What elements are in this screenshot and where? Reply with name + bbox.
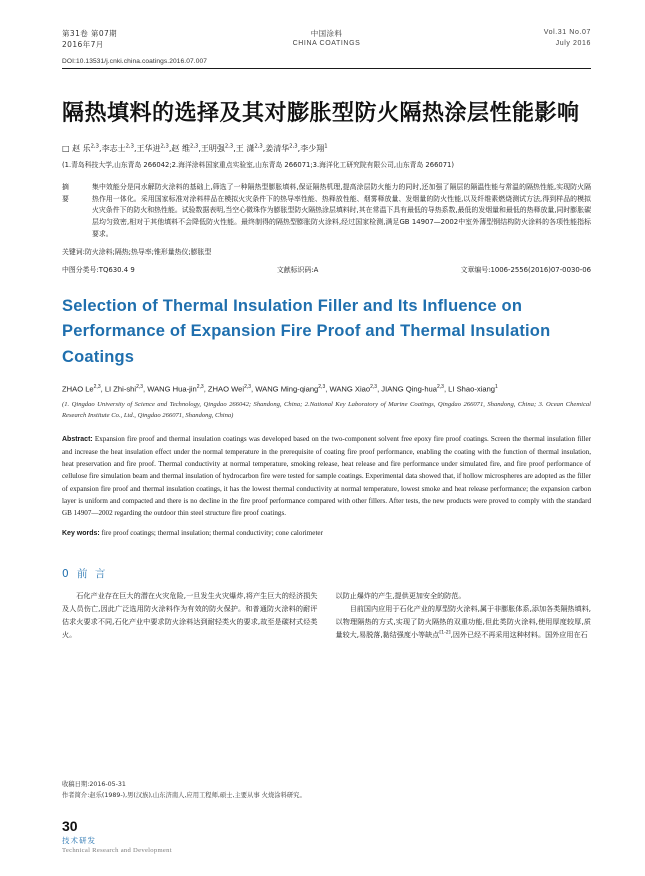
- doi-line: DOI:10.13531/j.cnki.china.coatings.2016.07.007: [62, 57, 207, 65]
- paragraph: 石化产业存在巨大的潜在火灾危险,一旦发生火灾爆炸,将产生巨大的经济损失及人员伤亡,因此广泛选用防火涂料作为有效的防火保护。和普通防火涂料的耐评估求火要求不同,石化产业中要求防火涂料达到耐轻类火的要求,故至是碳材式烃类火。: [62, 591, 318, 640]
- affiliations-en: (1. Qingdao University of Science and Technology, Qingdao 266042; Shandong, China; 2.National Key Laboratory of Marine Coatings, Qingdao 266071, Shandong, China; 3. Ocean Chemical Research Institute Co., Ltd., Qingdao 266071, Shandong, China): [62, 401, 591, 420]
- article-title-en: Selection of Thermal Insulation Filler and Its Influence on Performance of Expansion Fire Proof and Thermal Insulation Coatings: [62, 296, 551, 366]
- article-id: [461, 264, 591, 274]
- paragraph: 目前国内应用于石化产业的厚型防火涂料,属于非膨胀体系,添加各类隔热填料,以物理隔热的方式,实现了防火隔热的双重功能,但此类防火涂料,使用厚度较厚,质量较大,易脱落,黏结强度小等缺点[1-2],因外已经不再采用这种材料。国外应用在石: [335, 604, 591, 640]
- volume-issue-en: Vol.31 No.07: [543, 29, 591, 36]
- page-content: [62, 28, 591, 858]
- folio-section-en: Technical Research and Development: [62, 847, 172, 854]
- received-label: 收稿日期:: [62, 780, 90, 788]
- clc-value: TQ630.4 9: [98, 265, 135, 274]
- journal-name-en: CHINA COATINGS: [292, 40, 361, 48]
- paragraph: 以防止爆炸的产生,提供更加安全的防范。: [335, 591, 466, 600]
- section-title: 前 言: [77, 568, 108, 580]
- article-title-cn: 隔热填料的选择及其对膨胀型防火隔热涂层性能影响: [62, 100, 580, 126]
- section-number: 0: [62, 568, 72, 580]
- body-columns: [62, 589, 591, 641]
- keywords-cn: [62, 247, 591, 259]
- received-date: [62, 779, 591, 791]
- folio-section-cn: 技术研发: [62, 836, 96, 845]
- body-column-right: [336, 589, 592, 641]
- abstract-label-en: Abstract:: [62, 435, 93, 443]
- running-head-right: [416, 28, 591, 49]
- authors-cn: □ 赵 乐$^{2,3}$,李志士$^{2,3}$,王华进$^{2,3}$,赵 维$^{2,3}$,王明强$^{2,3}$,王 潇$^{2,3}$,姜清华$^{2,3}$,李少翔$^1$: [62, 143, 328, 153]
- article-id-label: 文章编号:: [460, 265, 491, 274]
- keywords-text-en: fire proof coatings; thermal insulation; thermal conductivity; cone calorimeter: [101, 529, 323, 538]
- volume-issue: 第31卷 第07期: [62, 29, 118, 38]
- section-heading: [62, 566, 591, 581]
- received-value: 2016-05-31: [89, 780, 126, 788]
- clc-label: 中图分类号:: [62, 265, 99, 274]
- author-bio: [62, 790, 591, 802]
- author-bio-label: 作者简介:: [62, 792, 90, 800]
- abstract-text-cn: 集中效能分是同水解防火涂料的基础上,筛选了一种隔热型膨胀填料,保证隔热机理,提高涂层防火能力的同时,还加强了隔层的隔温性能与常温的隔热性能,实现防火隔热作用一体化。采用国家标准对涂料样品在模拟火灾条件下的热导率性能、热释放性能、烟雾释放量、发烟量的防火性能,以及纤维素燃烧测试方法,得到样品的模拟火灾条件下的防火和热性能。试验数据表明,当空心微珠作为膨胀型防火隔热涂层填料时,其在常温下具有最低的导热系数,最低的发烟量和最低的热释放量,同时膨胀碳层均匀致密,相对于其他填料不会降低防火性能。最终制得的隔热型膨胀防火涂料,经过国家检测,满足GB 14907—2002中室外薄型钢结构防火涂料的各项性能指标要求。: [92, 182, 591, 239]
- running-head-center: [239, 28, 414, 50]
- body-column-left: [62, 589, 318, 641]
- abstract-cn: [62, 182, 591, 241]
- issue-date-en: July 2016: [555, 39, 591, 47]
- abstract-text-en: Expansion fire proof and thermal insulation coatings was developed based on the two-component solvent free epoxy fire proof coatings. Screen the thermal insulation filler and increase the heat insulation effect under the normal temperature in the prerequisite of coating fire proof performance, enabling the coating with the function of thermal insulation, heat preservation and fire proof. Thermal conductivity at normal temperature, smoking release, heat release and fire performance under simulated fire, and fire proof performance of cellulose fire simulation beam and thermal insulation of hydrocarbon fire were tested for sample coatings. Experimental data showed that, if hollow microspheres are adopted as the filler of expansion fire proof and thermal insulation coatings, it has the lowest thermal conductivity at normal temperature, lowest smoke and heat release performance; the expansion carbon layer is uniform and compacted and there is no decline in the fire proof performance compared with other fillers. After tests, the new products were proved to comply with the standard GB 14907—2002 regarding the outdoor thin steel structure fire proof coatings.: [62, 434, 591, 517]
- running-head-left: [62, 28, 237, 51]
- journal-name-cn: 中国涂料: [310, 29, 343, 38]
- header-divider: [62, 68, 591, 69]
- article-id-value: 1006-2556(2016)07-0030-06: [490, 265, 591, 274]
- article-meta-cn: [62, 264, 591, 274]
- abstract-label-cn: 摘 要: [62, 182, 75, 203]
- document-code-label: 文献标识码:: [276, 265, 314, 274]
- keywords-en: [62, 527, 591, 540]
- footnotes: [62, 779, 591, 802]
- authors-en: ZHAO Le$^{2,3}$, LI Zhi-shi$^{2,3}$, WANG Hua-jin$^{2,3}$, ZHAO Wei$^{2,3}$, WANG Ming-qiang$^{2,3}$, WANG Xiao$^{2,3}$, JIANG Qing-hua$^{2,3}$, LI Shao-xiang$^1$: [62, 383, 498, 394]
- document-code-value: A: [313, 265, 319, 274]
- keywords-label-cn: 关键词:: [62, 248, 85, 257]
- author-bio-text: 赵乐(1989-),男(汉族),山东济南人,应用工程师,硕士,主要从事 火烧涂料研究。: [89, 792, 306, 800]
- document-code: [277, 264, 319, 274]
- page-number: 30: [62, 817, 78, 834]
- abstract-en: [62, 433, 591, 519]
- keywords-text-cn: 防火涂料;隔热;热导率;锥形量热仪;膨胀型: [85, 248, 212, 257]
- keywords-label-en: Key words:: [62, 530, 100, 538]
- affiliations-cn: (1.青岛科技大学,山东青岛 266042;2.海洋涂料国家重点实验室,山东青岛 266071;3.海洋化工研究院有限公司,山东青岛 266071): [62, 160, 455, 169]
- folio: [62, 819, 172, 854]
- running-head: [62, 28, 591, 51]
- clc-number: [62, 264, 135, 274]
- issue-date-cn: 2016年7月: [62, 40, 104, 50]
